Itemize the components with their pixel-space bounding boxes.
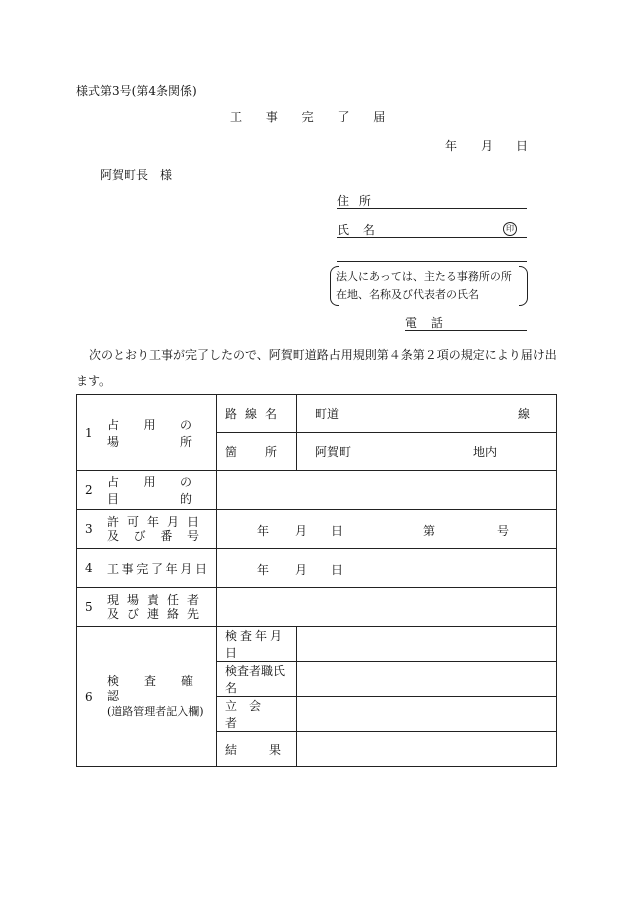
place-prefix: 阿賀町 bbox=[315, 445, 352, 459]
permit-month: 月 bbox=[295, 524, 308, 538]
permit-year: 年 bbox=[257, 524, 270, 538]
table-row bbox=[77, 549, 557, 588]
row5-label-cell bbox=[77, 588, 217, 627]
corporate-note-line1: 法人にあっては、主たる事務所の所 bbox=[336, 270, 512, 283]
name-field[interactable] bbox=[337, 221, 527, 238]
body-text-line2: ます。 bbox=[76, 374, 112, 388]
witness-label-cell bbox=[217, 697, 297, 732]
row1-num: 1 bbox=[85, 425, 93, 440]
place-suffix: 地内 bbox=[473, 445, 498, 459]
row6-label-line2: (道路管理者記入欄) bbox=[107, 705, 204, 718]
phone-label: 電 話 bbox=[405, 316, 443, 330]
row6-label-line1: 検査確認 bbox=[107, 674, 207, 703]
form-code: 様式第3号(第4条関係) bbox=[76, 84, 197, 98]
witness-value-cell[interactable] bbox=[297, 697, 557, 732]
completion-date-cell[interactable] bbox=[217, 549, 557, 588]
table-row bbox=[77, 588, 557, 627]
place-label: 箇 所 bbox=[225, 445, 286, 459]
inspection-date-label: 検査年月日 bbox=[225, 629, 286, 660]
table-row bbox=[77, 510, 557, 549]
permit-go: 号 bbox=[497, 524, 510, 538]
phone-field[interactable] bbox=[405, 314, 527, 331]
completion-day: 日 bbox=[331, 563, 344, 577]
row3-num: 3 bbox=[85, 522, 93, 536]
row4-label-cell bbox=[77, 549, 217, 588]
right-bracket bbox=[519, 266, 528, 306]
permit-value-cell[interactable] bbox=[217, 510, 557, 549]
route-value-cell[interactable] bbox=[297, 395, 557, 433]
addressee: 阿賀町長 様 bbox=[100, 168, 173, 182]
table-row bbox=[77, 471, 557, 510]
route-label: 路線名 bbox=[225, 407, 286, 421]
witness-label: 立会者 bbox=[225, 699, 274, 730]
route-label-cell bbox=[217, 395, 297, 433]
place-label-cell bbox=[217, 433, 297, 471]
address-label: 住 所 bbox=[337, 194, 371, 208]
row3-label-line1: 許可年月日 bbox=[107, 515, 208, 529]
contact-value-cell[interactable] bbox=[217, 588, 557, 627]
row5-label-line2: 及び連絡先 bbox=[107, 607, 208, 621]
completion-month: 月 bbox=[295, 563, 308, 577]
table-row bbox=[77, 627, 557, 662]
name-extra-line[interactable] bbox=[337, 248, 527, 262]
inspector-label: 検査者職氏名 bbox=[225, 664, 286, 695]
date-year: 年 bbox=[445, 139, 458, 153]
corporate-note-line2: 在地、名称及び代表者の氏名 bbox=[336, 288, 479, 301]
route-suffix: 線 bbox=[517, 407, 530, 421]
inspector-label-cell bbox=[217, 662, 297, 697]
seal-mark: 印 bbox=[503, 222, 517, 236]
row2-label: 占用の目的 bbox=[107, 475, 207, 506]
row6-num: 6 bbox=[85, 689, 93, 704]
body-text-line1: 次のとおり工事が完了したので、阿賀町道路占用規則第４条第２項の規定により届け出 bbox=[89, 348, 557, 362]
date-day: 日 bbox=[516, 139, 529, 153]
result-value-cell[interactable] bbox=[297, 732, 557, 767]
inspection-date-value-cell[interactable] bbox=[297, 627, 557, 662]
route-prefix: 町道 bbox=[315, 407, 340, 421]
row3-label-line2: 及び番号 bbox=[107, 529, 207, 543]
row3-label-cell bbox=[77, 510, 217, 549]
result-label-cell bbox=[217, 732, 297, 767]
address-field[interactable] bbox=[337, 192, 527, 209]
completion-table bbox=[76, 394, 557, 767]
completion-year: 年 bbox=[257, 563, 270, 577]
row2-label-cell bbox=[77, 471, 217, 510]
permit-day: 日 bbox=[331, 524, 344, 538]
result-label: 結 果 bbox=[225, 742, 292, 757]
row2-num: 2 bbox=[85, 483, 93, 497]
row6-label-cell bbox=[77, 627, 217, 767]
inspection-date-label-cell bbox=[217, 627, 297, 662]
row5-label-line1: 現場責任者 bbox=[107, 593, 208, 607]
row4-label: 工事完了年月日 bbox=[107, 561, 207, 576]
place-value-cell[interactable] bbox=[297, 433, 557, 471]
purpose-value-cell[interactable] bbox=[217, 471, 557, 510]
inspector-value-cell[interactable] bbox=[297, 662, 557, 697]
row4-num: 4 bbox=[85, 561, 93, 575]
row1-label: 占用の場所 bbox=[107, 417, 207, 449]
permit-dai: 第 bbox=[423, 524, 436, 538]
row5-num: 5 bbox=[85, 600, 93, 614]
document-title: 工 事 完 了 届 bbox=[230, 110, 386, 124]
date-month: 月 bbox=[481, 139, 494, 153]
row1-label-cell bbox=[77, 395, 217, 471]
name-label: 氏 名 bbox=[337, 223, 375, 237]
table-row bbox=[77, 395, 557, 433]
